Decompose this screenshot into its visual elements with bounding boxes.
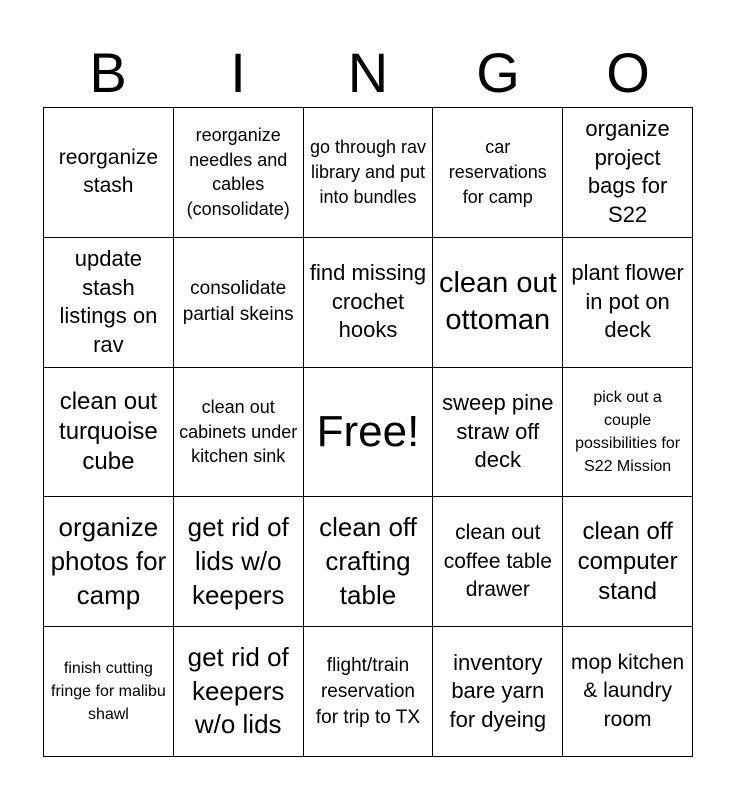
bingo-cell[interactable] [304, 627, 434, 757]
bingo-cell[interactable] [174, 238, 304, 368]
bingo-cell[interactable] [563, 497, 693, 627]
header-letter-i: I [230, 41, 246, 104]
cell-text: go through rav library and put into bundles [309, 137, 427, 207]
cell-text: consolidate partial skeins [182, 278, 294, 326]
bingo-cell[interactable] [44, 368, 174, 498]
bingo-cell[interactable] [563, 238, 693, 368]
bingo-cell[interactable] [174, 108, 304, 238]
cell-text: update stash listings on rav [59, 246, 158, 357]
cell-text: pick out a couple possibilities for S22 Mission [575, 388, 681, 476]
header-letter-b: B [89, 41, 127, 104]
cell-text: clean off computer stand [577, 517, 678, 605]
bingo-cell[interactable] [563, 368, 693, 498]
bingo-cell[interactable] [563, 108, 693, 238]
cell-text: clean off crafting table [319, 512, 417, 610]
bingo-board [43, 107, 693, 757]
bingo-cell[interactable] [433, 238, 563, 368]
free-space-text: Free! [316, 406, 420, 456]
bingo-header [43, 40, 693, 106]
bingo-cell[interactable] [433, 627, 563, 757]
cell-text: find missing crochet hooks [309, 260, 427, 343]
cell-text: reorganize needles and cables (consolidate) [186, 124, 290, 220]
cell-text: organize photos for camp [50, 512, 167, 610]
bingo-cell[interactable] [304, 108, 434, 238]
cell-text: finish cutting fringe for malibu shawl [51, 659, 166, 724]
cell-text: clean out ottoman [438, 266, 557, 337]
cell-text: get rid of lids w/o keepers [187, 512, 289, 610]
bingo-cell[interactable] [433, 368, 563, 498]
cell-text: plant flower in pot on deck [571, 260, 684, 343]
cell-text: get rid of keepers w/o lids [187, 641, 289, 740]
cell-text: flight/train reservation for trip to TX [315, 654, 421, 728]
cell-text: inventory bare yarn for dyeing [449, 649, 547, 732]
header-letter-o: O [606, 41, 650, 104]
bingo-cell[interactable] [44, 108, 174, 238]
header-letter-n: N [347, 41, 389, 104]
bingo-cell[interactable] [44, 497, 174, 627]
bingo-cell[interactable] [304, 497, 434, 627]
cell-text: clean out turquoise cube [59, 387, 158, 475]
bingo-cell[interactable] [174, 627, 304, 757]
bingo-cell[interactable] [174, 497, 304, 627]
bingo-cell[interactable] [44, 627, 174, 757]
free-space-cell[interactable] [304, 368, 434, 498]
cell-text: organize project bags for S22 [585, 116, 670, 227]
bingo-cell[interactable] [433, 497, 563, 627]
cell-text: reorganize stash [58, 146, 159, 198]
cell-text: sweep pine straw off deck [442, 390, 554, 473]
bingo-cell[interactable] [44, 238, 174, 368]
cell-text: clean out cabinets under kitchen sink [179, 396, 298, 467]
bingo-cell[interactable] [304, 238, 434, 368]
cell-text: car reservations for camp [448, 137, 547, 207]
bingo-cell[interactable] [433, 108, 563, 238]
bingo-cell[interactable] [563, 627, 693, 757]
cell-text: mop kitchen & laundry room [570, 651, 685, 731]
cell-text: clean out coffee table drawer [443, 521, 552, 601]
header-letter-g: G [476, 41, 520, 104]
bingo-cell[interactable] [174, 368, 304, 498]
